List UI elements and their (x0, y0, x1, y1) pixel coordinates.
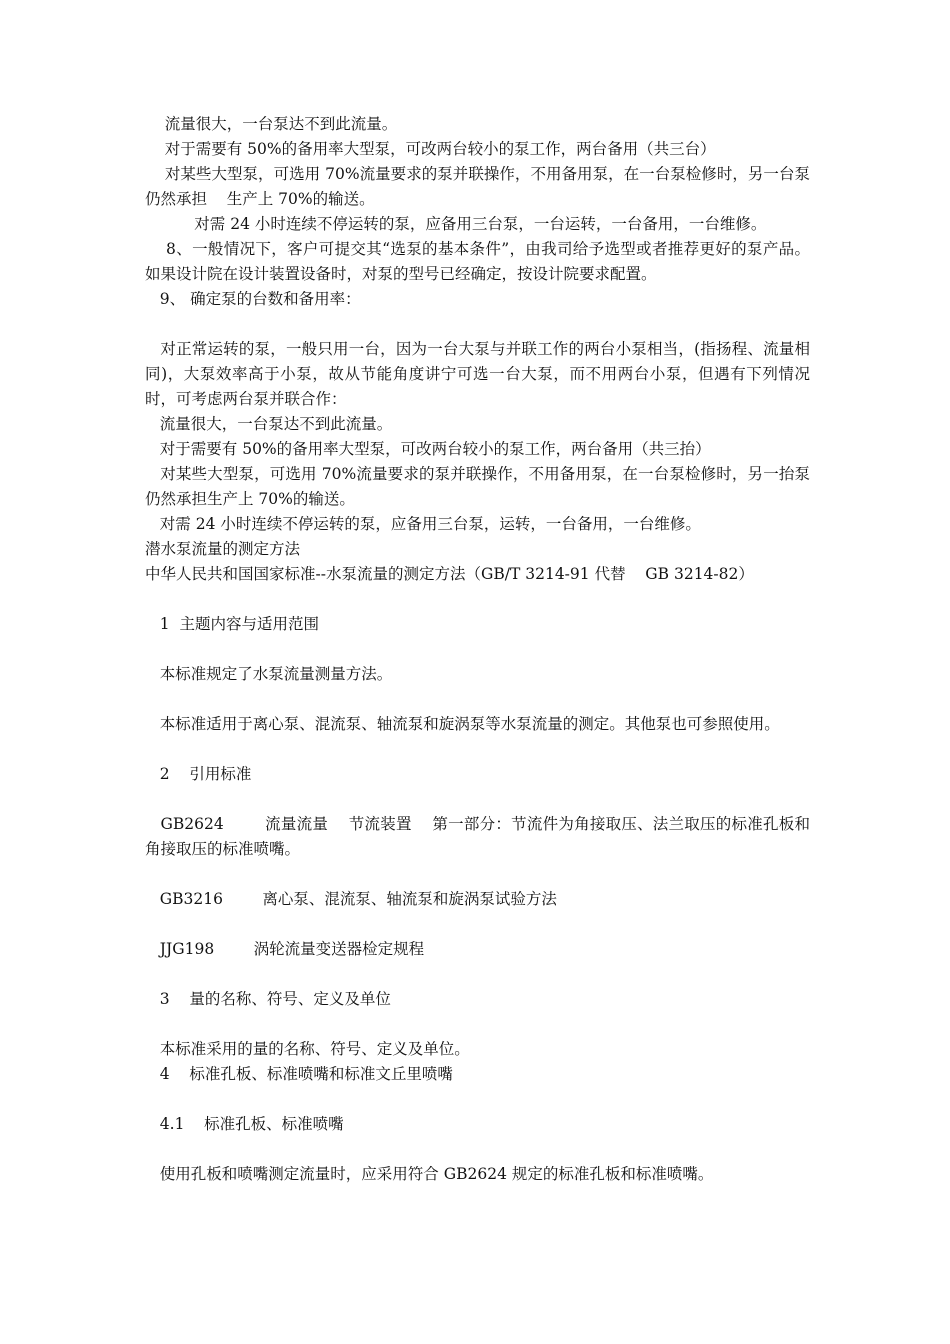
spacer (145, 1087, 810, 1112)
document-title: 潜水泵流量的测定方法 (145, 540, 301, 558)
paragraph: 8、一般情况下，客户可提交其“选泵的基本条件”，由我司给予选型或者推荐更好的泵产品。如果设计院在设计装置设备时，对泵的型号已经确定，按设计院要求配置。 (145, 240, 810, 283)
spacer (145, 312, 810, 337)
paragraph: 流量很大，一台泵达不到此流量。 (145, 115, 398, 133)
paragraph: 本标准适用于离心泵、混流泵、轴流泵和旋涡泵等水泵流量的测定。其他泵也可参照使用。 (145, 715, 780, 733)
paragraph: 对某些大型泵，可选用 70%流量要求的泵并联操作，不用备用泵，在一台泵检修时，另一抬泵仍然承担生产上 70%的输送。 (145, 465, 811, 508)
spacer (145, 637, 810, 662)
spacer (145, 787, 810, 812)
spacer (145, 587, 810, 612)
standard-title: 中华人民共和国国家标准--水泵流量的测定方法（GB/T 3214-91 代替 GB 3214-82） (145, 565, 754, 583)
spacer (145, 1137, 810, 1162)
section-heading: 3 量的名称、符号、定义及单位 (145, 990, 391, 1008)
paragraph: 对于需要有 50%的备用率大型泵，可改两台较小的泵工作，两台备用（共三台） (145, 140, 716, 158)
document-body (145, 112, 810, 1187)
reference-item: JJG198 涡轮流量变送器检定规程 (145, 940, 425, 958)
section-heading: 9、 确定泵的台数和备用率： (145, 290, 361, 308)
section-heading: 1 主题内容与适用范围 (145, 615, 319, 633)
paragraph: 使用孔板和喷嘴测定流量时，应采用符合 GB2624 规定的标准孔板和标准喷嘴。 (145, 1165, 714, 1183)
reference-item: GB2624 流量流量 节流装置 第一部分：节流件为角接取压、法兰取压的标准孔板和角接取压的标准喷嘴。 (145, 815, 810, 858)
paragraph: 本标准规定了水泵流量测量方法。 (145, 665, 393, 683)
spacer (145, 962, 810, 987)
spacer (145, 687, 810, 712)
reference-item: GB3216 离心泵、混流泵、轴流泵和旋涡泵试验方法 (145, 890, 557, 908)
spacer (145, 912, 810, 937)
spacer (145, 737, 810, 762)
paragraph: 对某些大型泵，可选用 70%流量要求的泵并联操作，不用备用泵，在一台泵检修时，另一台泵仍然承担 生产上 70%的输送。 (145, 165, 810, 208)
paragraph: 本标准采用的量的名称、符号、定义及单位。 (145, 1040, 470, 1058)
paragraph: 对需 24 小时连续不停运转的泵，应备用三台泵，运转，一台备用，一台维修。 (145, 515, 701, 533)
spacer (145, 1012, 810, 1037)
subsection-heading: 4.1 标准孔板、标准喷嘴 (145, 1115, 344, 1133)
section-heading: 4 标准孔板、标准喷嘴和标准文丘里喷嘴 (145, 1065, 453, 1083)
spacer (145, 862, 810, 887)
paragraph: 对于需要有 50%的备用率大型泵，可改两台较小的泵工作，两台备用（共三抬） (145, 440, 711, 458)
paragraph: 对正常运转的泵，一般只用一台，因为一台大泵与并联工作的两台小泵相当，(指扬程、流量相同)，大泵效率高于小泵，故从节能角度讲宁可选一台大泵，而不用两台小泵，但遇有下列情况时，可考虑两台泵并联合作： (145, 340, 810, 408)
paragraph: 对需 24 小时连续不停运转的泵，应备用三台泵，一台运转，一台备用，一台维修。 (145, 215, 767, 233)
paragraph: 流量很大，一台泵达不到此流量。 (145, 415, 393, 433)
section-heading: 2 引用标准 (145, 765, 252, 783)
